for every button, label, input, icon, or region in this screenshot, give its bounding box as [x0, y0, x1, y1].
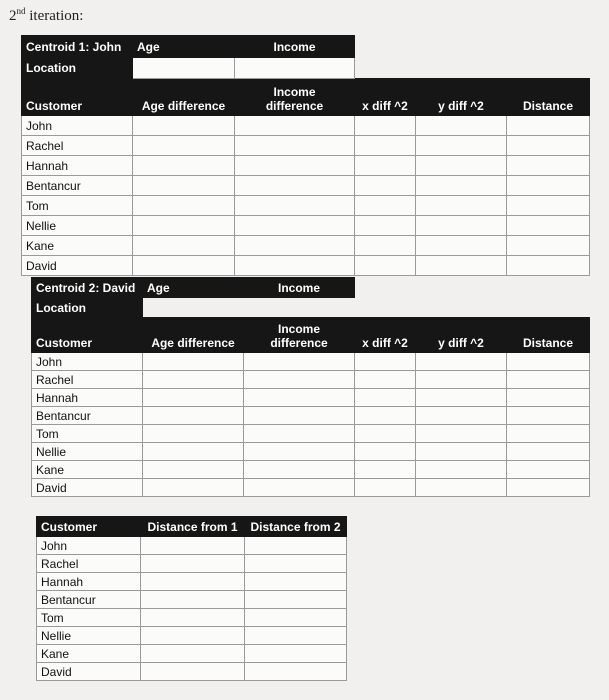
table-row: [22, 196, 590, 216]
input-cell[interactable]: [143, 425, 244, 443]
input-cell[interactable]: [416, 256, 507, 276]
input-cell[interactable]: [355, 425, 416, 443]
input-cell[interactable]: [143, 353, 244, 371]
input-cell[interactable]: [355, 196, 416, 216]
input-cell[interactable]: [133, 236, 235, 256]
input-cell[interactable]: [416, 425, 507, 443]
table-row: [32, 479, 590, 497]
input-cell[interactable]: [143, 389, 244, 407]
input-cell[interactable]: [245, 537, 347, 555]
input-cell[interactable]: [143, 371, 244, 389]
customer-name: Tom: [37, 609, 141, 627]
input-cell[interactable]: [143, 443, 244, 461]
input-cell[interactable]: [355, 136, 416, 156]
customer-name: David: [22, 256, 133, 276]
input-cell[interactable]: [355, 443, 416, 461]
table-row: [32, 407, 590, 425]
input-cell[interactable]: [355, 216, 416, 236]
table-row: [22, 216, 590, 236]
input-cell[interactable]: [235, 156, 355, 176]
customer-name: Bentancur: [32, 407, 143, 425]
input-cell[interactable]: [355, 256, 416, 276]
input-cell[interactable]: [507, 425, 590, 443]
table-row: [37, 591, 347, 609]
customer-name: David: [32, 479, 143, 497]
header-x-diff-sq: x diff ^2: [355, 79, 416, 116]
customer-name: Bentancur: [37, 591, 141, 609]
centroid-2-age-label: Age: [143, 278, 244, 298]
customer-name: John: [37, 537, 141, 555]
input-cell[interactable]: [507, 156, 590, 176]
customer-name: John: [32, 353, 143, 371]
input-cell[interactable]: [355, 156, 416, 176]
input-cell[interactable]: [507, 353, 590, 371]
input-cell[interactable]: [355, 236, 416, 256]
header-customer: Customer: [37, 517, 141, 537]
header-distance: Distance: [507, 79, 590, 116]
input-cell[interactable]: [244, 389, 355, 407]
input-cell[interactable]: [141, 555, 245, 573]
centroid-1-age-value[interactable]: [133, 58, 235, 79]
centroid-1-label: Centroid 1: John: [22, 36, 133, 58]
customer-name: Bentancur: [22, 176, 133, 196]
input-cell[interactable]: [507, 407, 590, 425]
input-cell[interactable]: [141, 609, 245, 627]
customer-name: Nellie: [37, 627, 141, 645]
centroid-1-age-label: Age: [133, 36, 235, 58]
input-cell[interactable]: [355, 353, 416, 371]
iteration-heading: 2nd iteration:: [9, 6, 84, 24]
input-cell[interactable]: [244, 479, 355, 497]
input-cell[interactable]: [133, 256, 235, 276]
customer-name: Tom: [22, 196, 133, 216]
input-cell[interactable]: [355, 371, 416, 389]
header-distance-from-1: Distance from 1: [141, 517, 245, 537]
table-row: [37, 573, 347, 591]
input-cell[interactable]: [133, 196, 235, 216]
input-cell[interactable]: [245, 609, 347, 627]
input-cell[interactable]: [355, 116, 416, 136]
input-cell[interactable]: [507, 371, 590, 389]
table-row: [32, 371, 590, 389]
input-cell[interactable]: [507, 389, 590, 407]
header-income-difference: Income difference: [235, 79, 355, 116]
customer-name: Rachel: [32, 371, 143, 389]
input-cell[interactable]: [355, 176, 416, 196]
input-cell[interactable]: [416, 389, 507, 407]
centroid-1-location-label: Location: [22, 58, 133, 79]
input-cell[interactable]: [143, 461, 244, 479]
customer-name: John: [22, 116, 133, 136]
table-row: [37, 537, 347, 555]
input-cell[interactable]: [507, 216, 590, 236]
table-row: [32, 389, 590, 407]
input-cell[interactable]: [245, 645, 347, 663]
input-cell[interactable]: [235, 256, 355, 276]
header-age-difference: Age difference: [143, 318, 244, 353]
table-row: [22, 156, 590, 176]
input-cell[interactable]: [416, 176, 507, 196]
input-cell[interactable]: [244, 443, 355, 461]
customer-name: Hannah: [32, 389, 143, 407]
customer-name: Kane: [22, 236, 133, 256]
input-cell[interactable]: [416, 236, 507, 256]
input-cell[interactable]: [244, 407, 355, 425]
input-cell[interactable]: [507, 176, 590, 196]
table-row: [37, 609, 347, 627]
table-row: [22, 116, 590, 136]
table-row: [22, 236, 590, 256]
input-cell[interactable]: [507, 479, 590, 497]
input-cell[interactable]: [141, 591, 245, 609]
input-cell[interactable]: [141, 663, 245, 681]
input-cell[interactable]: [235, 176, 355, 196]
input-cell[interactable]: [245, 555, 347, 573]
customer-name: Hannah: [37, 573, 141, 591]
input-cell[interactable]: [416, 216, 507, 236]
input-cell[interactable]: [133, 156, 235, 176]
centroid-1-table: [21, 35, 590, 276]
input-cell[interactable]: [416, 196, 507, 216]
header-income-difference: Income difference: [244, 318, 355, 353]
input-cell[interactable]: [141, 645, 245, 663]
input-cell[interactable]: [507, 461, 590, 479]
table-row: [37, 555, 347, 573]
input-cell[interactable]: [507, 136, 590, 156]
summary-table: [36, 516, 347, 681]
input-cell[interactable]: [416, 443, 507, 461]
input-cell[interactable]: [245, 627, 347, 645]
customer-name: Tom: [32, 425, 143, 443]
input-cell[interactable]: [141, 537, 245, 555]
input-cell[interactable]: [416, 156, 507, 176]
input-cell[interactable]: [235, 136, 355, 156]
input-cell[interactable]: [244, 353, 355, 371]
customer-name: Kane: [32, 461, 143, 479]
input-cell[interactable]: [244, 371, 355, 389]
centroid-2-label: Centroid 2: David: [32, 278, 143, 298]
input-cell[interactable]: [133, 116, 235, 136]
input-cell[interactable]: [141, 627, 245, 645]
input-cell[interactable]: [416, 371, 507, 389]
table-row: [37, 663, 347, 681]
centroid-1-income-value[interactable]: [235, 58, 355, 79]
input-cell[interactable]: [416, 116, 507, 136]
header-age-difference: Age difference: [133, 79, 235, 116]
centroid-2-income-label: Income: [244, 278, 355, 298]
input-cell[interactable]: [133, 136, 235, 156]
input-cell[interactable]: [133, 216, 235, 236]
header-y-diff-sq: y diff ^2: [416, 79, 507, 116]
input-cell[interactable]: [416, 461, 507, 479]
table-row: [22, 176, 590, 196]
input-cell[interactable]: [235, 116, 355, 136]
header-distance-from-2: Distance from 2: [245, 517, 347, 537]
customer-name: David: [37, 663, 141, 681]
input-cell[interactable]: [507, 236, 590, 256]
input-cell[interactable]: [507, 196, 590, 216]
input-cell[interactable]: [355, 389, 416, 407]
input-cell[interactable]: [244, 461, 355, 479]
input-cell[interactable]: [235, 196, 355, 216]
table-row: [32, 443, 590, 461]
input-cell[interactable]: [141, 573, 245, 591]
centroid-2-location-label: Location: [32, 298, 143, 318]
customer-name: Kane: [37, 645, 141, 663]
table-row: [32, 461, 590, 479]
input-cell[interactable]: [416, 407, 507, 425]
header-customer: Customer: [22, 79, 133, 116]
input-cell[interactable]: [507, 443, 590, 461]
input-cell[interactable]: [235, 236, 355, 256]
input-cell[interactable]: [235, 216, 355, 236]
header-distance: Distance: [507, 318, 590, 353]
header-customer: Customer: [32, 318, 143, 353]
table-row: [22, 256, 590, 276]
input-cell[interactable]: [245, 573, 347, 591]
customer-name: Rachel: [22, 136, 133, 156]
input-cell[interactable]: [507, 256, 590, 276]
table-row: [32, 353, 590, 371]
input-cell[interactable]: [355, 479, 416, 497]
input-cell[interactable]: [416, 353, 507, 371]
table-row: [37, 645, 347, 663]
customer-name: Rachel: [37, 555, 141, 573]
input-cell[interactable]: [355, 461, 416, 479]
header-x-diff-sq: x diff ^2: [355, 318, 416, 353]
customer-name: Nellie: [22, 216, 133, 236]
header-y-diff-sq: y diff ^2: [416, 318, 507, 353]
centroid-1-income-label: Income: [235, 36, 355, 58]
table-row: [37, 627, 347, 645]
centroid-2-table: [31, 277, 590, 497]
input-cell[interactable]: [355, 407, 416, 425]
input-cell[interactable]: [416, 479, 507, 497]
input-cell[interactable]: [143, 479, 244, 497]
input-cell[interactable]: [245, 663, 347, 681]
input-cell[interactable]: [244, 425, 355, 443]
table-row: [32, 425, 590, 443]
input-cell[interactable]: [133, 176, 235, 196]
table-row: [22, 136, 590, 156]
input-cell[interactable]: [416, 136, 507, 156]
input-cell[interactable]: [507, 116, 590, 136]
input-cell[interactable]: [245, 591, 347, 609]
input-cell[interactable]: [143, 407, 244, 425]
customer-name: Nellie: [32, 443, 143, 461]
customer-name: Hannah: [22, 156, 133, 176]
